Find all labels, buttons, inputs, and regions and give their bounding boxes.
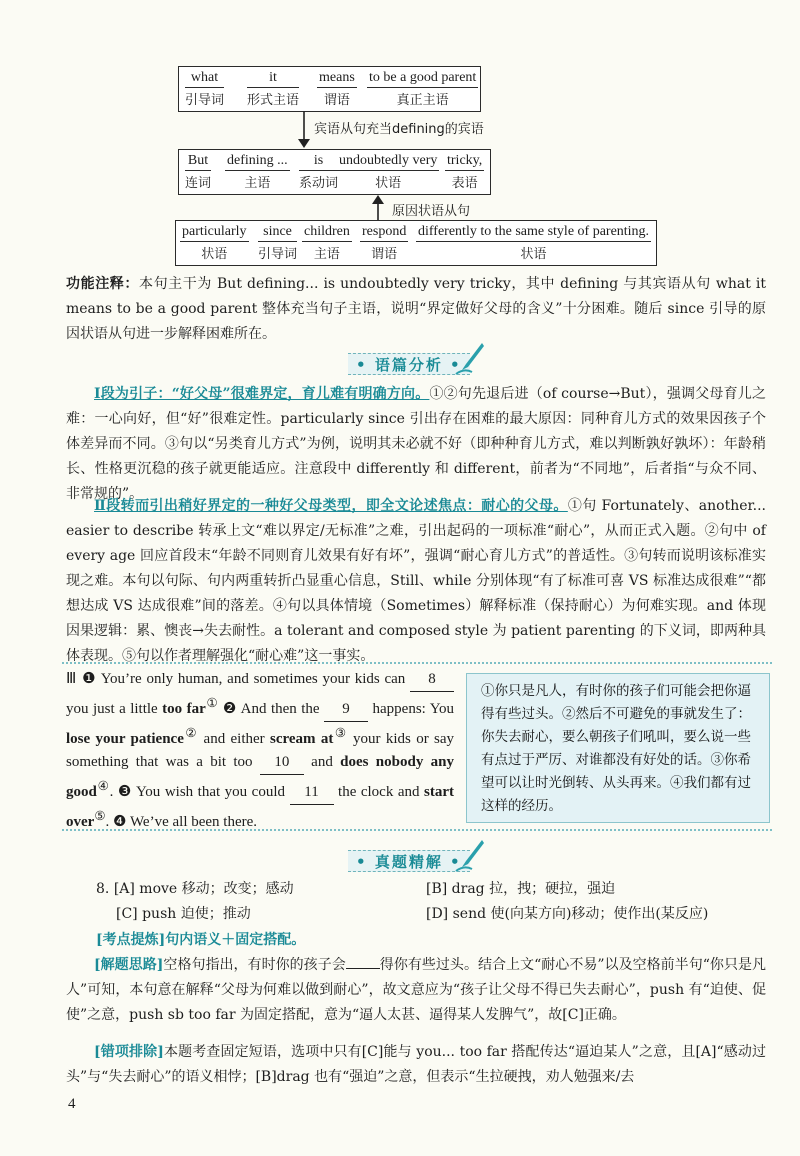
para2-text: ①句 Fortunately、another... easier to describe 转承上文“难以界定/无标准”之难，引出起码的一项标准“耐心”，从而正式入题。②句中 of every age 回应首段末“年龄不同则育儿效果有好有坏”，强调“耐心育儿方式”的普适性。③句转而说明该标准实现之难。本句以句际、句内两重转折凸显重心信息，Still、while 分别体现“有了标准可喜 VS 标准达成很难”“都想达成 VS 达成很难”间的落差。④句以具体情境（Sometimes）解释标准（保持耐心）为何难实现。and 体现因果逻辑：累、懊丧→失去耐性。a tolerant and composed style 为 patient parenting 的下义词，即两种具体表现。⑤句以作者理解强化“耐心难”这一事实。 bbox=[66, 498, 766, 664]
arrow1-label: 宾语从句充当defining的宾语 bbox=[314, 122, 484, 137]
blank-10[interactable]: 10 bbox=[260, 751, 304, 775]
diagram-cell: tricky, 表语 bbox=[447, 153, 483, 191]
passage-text: ❸ You wish that you could bbox=[117, 784, 285, 800]
blank-8[interactable]: 8 bbox=[410, 668, 454, 692]
arrow2-label: 原因状语从句 bbox=[392, 204, 471, 219]
analysis-para1 bbox=[66, 382, 766, 507]
dotted-divider bbox=[62, 829, 772, 831]
diagram-cell: is 系动词 bbox=[299, 153, 339, 191]
passage-text: ❶ You’re only human, and sometimes your kids can bbox=[82, 671, 406, 687]
blank-9[interactable]: 9 bbox=[324, 698, 368, 722]
section-banner-analysis: • 语篇分析 • bbox=[348, 353, 470, 375]
phrase-lose-your-patience: lose your patience bbox=[66, 731, 184, 747]
option-c[interactable]: [C] push 迫使；推动 bbox=[116, 906, 251, 922]
section2-title: 真题精解 bbox=[374, 853, 443, 871]
footnote-mark: ② bbox=[183, 726, 199, 740]
passage-paragraph: Ⅲ ❶ You’re only human, and sometimes your kids can 8 you just a little too far① ❷ And then the 9 happens: You lose your patience② and either scream at③ your kids or say something that was a bit too 10 and does nobody any good④. ❸ You wish that you could 11 the clock and start over⑤. ❹ We’ve all been there. bbox=[66, 668, 454, 834]
question-number: 8. bbox=[96, 881, 110, 897]
diagram-row1-box bbox=[178, 66, 481, 112]
paragraph-number: Ⅲ bbox=[66, 671, 78, 687]
jieti-label: [解题思路] bbox=[94, 957, 164, 973]
option-a[interactable] bbox=[96, 878, 294, 898]
jieti-text: 空格句指出，有时你的孩子会 bbox=[163, 957, 346, 973]
option-d[interactable]: [D] send 使(向某方向)移动；使作出(某反应) bbox=[426, 906, 709, 922]
para1-text: ①②句先退后进（of course→But），强调父母育儿之难：一心向好，但“好”很难定性。particularly since 引出存在困难的最大原因：同种育儿方式的效果因孩子个体差异而不同。③句以“另类育儿方式”为例，说明其未必就不好（即种种育儿方式，难以判断孰好孰坏）：年龄稍长、性格更沉稳的孩子就更能适应。注意段中 differently 和 different，前者为“不同地”，后者指“与众不同、非常规的”。 bbox=[66, 386, 766, 502]
diagram-cell: means 谓语 bbox=[319, 70, 355, 108]
diagram-cell: undoubtedly very 状语 bbox=[339, 153, 438, 191]
diagram-row3-box bbox=[175, 220, 657, 266]
diagram-cell: since 引导词 bbox=[258, 224, 298, 262]
diagram-cell: particularly 状语 bbox=[182, 224, 247, 262]
blank-11[interactable]: 11 bbox=[290, 781, 334, 805]
passage-text: and either bbox=[203, 731, 265, 747]
translation-box bbox=[466, 673, 770, 823]
diagram-cell: defining ... 主语 bbox=[227, 153, 288, 191]
passage-text: and bbox=[311, 754, 333, 770]
section-banner-solutions: • 真题精解 • bbox=[348, 850, 470, 872]
answer-blank bbox=[346, 968, 380, 969]
phrase-start-over: start over bbox=[66, 784, 455, 830]
page-number: 4 bbox=[68, 1096, 76, 1112]
diagram-row2-box bbox=[178, 149, 491, 195]
diagram-cell: differently to the same style of parenting. 状语 bbox=[418, 224, 650, 262]
kaodian bbox=[96, 928, 766, 953]
translation-text: ①你只是凡人，有时你的孩子们可能会把你逼得有些过头。②然后不可避免的事就发生了：你失去耐心，要么朝孩子们吼叫，要么说一些有点过于严厉、对谁都没有好处的话。③你希望可以让时光倒转、从头再来。④我们都有过这样的经历。 bbox=[481, 683, 751, 814]
function-note bbox=[66, 272, 766, 347]
cuoxiang-label: [错项排除] bbox=[94, 1044, 164, 1060]
footnote-mark: ① bbox=[205, 696, 219, 710]
passage-text: ❷ And then the bbox=[222, 701, 320, 717]
phrase-too-far: too far bbox=[162, 701, 206, 717]
footnote-mark: ⑤ bbox=[94, 809, 106, 823]
footnote-mark: ③ bbox=[333, 726, 348, 740]
diagram-cell: what 引导词 bbox=[185, 70, 225, 108]
jieti-silu bbox=[66, 953, 766, 1028]
passage-text: happens: You bbox=[372, 701, 455, 717]
section1-title: 语篇分析 bbox=[374, 356, 443, 374]
passage-text: your kids or say something that was a bit too bbox=[66, 731, 455, 770]
up-arrow-icon bbox=[370, 194, 386, 222]
jieti-text: 得你有些过头。结合上文“耐心不易”以及空格前半句“你只是凡人”可知，本句意在解释“父母为何难以做到耐心”，故文意应为“孩子让父母不得已失去耐心”，push 有“迫使、促使”之意，push sb too far 为固定搭配，意为“逼人太甚、逼得某人发脾气”，故[C]正确。 bbox=[66, 957, 767, 1023]
phrase-does-nobody-any-good: does nobody any good bbox=[66, 754, 454, 800]
pen-icon bbox=[452, 340, 486, 378]
diagram-cell: to be a good parent 真正主语 bbox=[369, 70, 477, 108]
passage-text: ❹ We’ve all been there. bbox=[113, 814, 258, 830]
option-a-text: [A] move 移动；改变；感动 bbox=[113, 881, 294, 897]
diagram-cell: respond 谓语 bbox=[362, 224, 407, 262]
diagram-cell: But 连词 bbox=[185, 153, 212, 191]
para1-lead: Ⅰ段为引子：“好父母”很难界定，育儿难有明确方向。 bbox=[94, 386, 430, 402]
kaodian-text: [考点提炼]句内语义＋固定搭配。 bbox=[96, 932, 306, 948]
para2-lead: Ⅱ段转而引出稍好界定的一种好父母类型，即全文论述焦点：耐心的父母。 bbox=[94, 498, 568, 514]
option-b[interactable]: [B] drag 拉，拽；硬拉，强迫 bbox=[426, 881, 616, 897]
cuoxiang-text: 本题考查固定短语，选项中只有[C]能与 you... too far 搭配传达“逼迫某人”之意，且[A]“感动过头”与“失去耐心”的语义相悖；[B]drag 也有“强迫”之意，但表示“生拉硬拽，劝人勉强来/去 bbox=[66, 1044, 767, 1085]
footnote-mark: ④ bbox=[96, 779, 110, 793]
diagram-cell: it 形式主语 bbox=[247, 70, 300, 108]
dotted-divider bbox=[62, 662, 772, 664]
phrase-scream-at: scream at bbox=[270, 731, 334, 747]
diagram-cell: children 主语 bbox=[304, 224, 350, 262]
passage-text: the clock and bbox=[338, 784, 420, 800]
note-text: 本句主干为 But defining... is undoubtedly very tricky，其中 defining 与其宾语从句 what it means to be a good parent 整体充当句子主语，说明“界定做好父母的含义”十分困难。随后 since 引导的原因状语从句进一步解释困难所在。 bbox=[66, 276, 767, 342]
cuoxiang-paichu bbox=[66, 1040, 766, 1090]
down-arrow-icon bbox=[296, 111, 312, 149]
analysis-para2 bbox=[66, 494, 766, 669]
pen-icon bbox=[452, 837, 486, 875]
passage-text: you just a little bbox=[66, 701, 158, 717]
note-label: 功能注释： bbox=[66, 276, 139, 292]
